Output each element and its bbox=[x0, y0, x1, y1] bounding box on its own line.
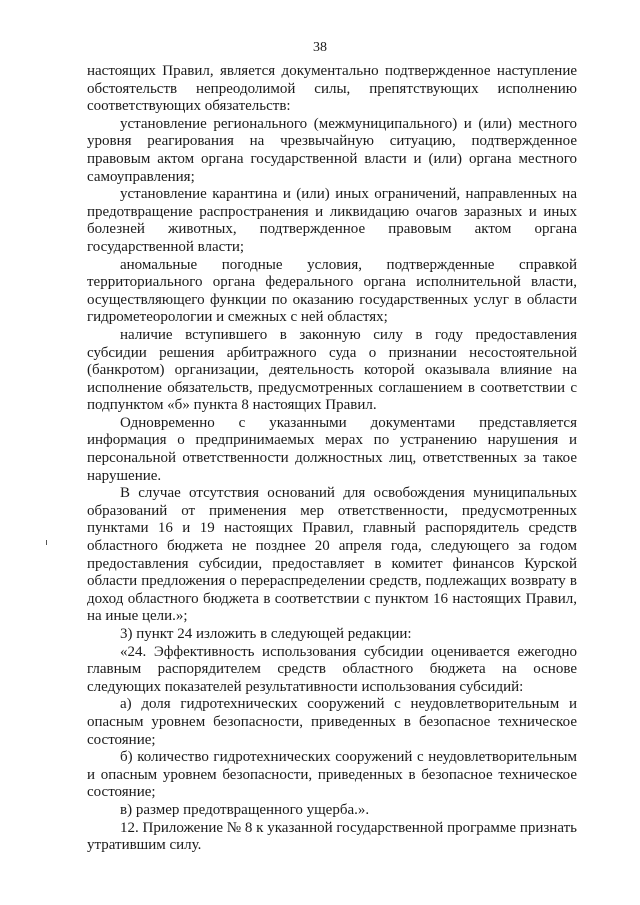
paragraph-point-24: «24. Эффективность использования субсидии оценивается ежегодно главным распорядителем средств областного бюджета на основе следующих показателей результативности использования субсидий: bbox=[87, 643, 577, 695]
paragraph-indicator-a: а) доля гидротехнических сооружений с неудовлетворительным и опасным уровнем безопасности, приведенных в безопасное техническое состояние; bbox=[87, 696, 577, 748]
page-number: 38 bbox=[313, 40, 327, 55]
paragraph-quarantine: установление карантина и (или) иных ограничений, направленных на предотвращение распространения и ликвидацию очагов заразных и иных болезней животных, подтвержденное правовым актом органа государственной власти; bbox=[87, 186, 577, 255]
paragraph-simultaneous-information: Одновременно с указанными документами представляется информация о предпринимаемых мерах по устранению нарушения и персональной ответственности должностных лиц, ответственных за такое нарушение. bbox=[87, 414, 577, 484]
paragraph-continuation: настоящих Правил, является документально подтвержденное наступление обстоятельств непреодолимой силы, препятствующих исполнению соответствующих обязательств: bbox=[87, 63, 577, 115]
document-body bbox=[87, 63, 577, 855]
paragraph-bankruptcy: наличие вступившего в законную силу в году предоставления субсидии решения арбитражного суда о признании несостоятельной (банкротом) организации, деятельность которой оказывала влияние на исполнение обязательств, предусмотренных соглашением в соответствии с подпунктом «б» пункта 8 настоящих Правил. bbox=[87, 326, 577, 414]
paragraph-no-grounds: В случае отсутствия оснований для освобождения муниципальных образований от применения мер ответственности, предусмотренных пунктами 16 и 19 настоящих Правил, главный распорядитель средств областного бюджета не позднее 20 апреля года, следующего за годом предоставления субсидии, предоставляет в комитет финансов Курской области предложения о перераспределении средств, подлежащих возврату в доход областного бюджета в соответствии с пунктом 16 настоящих Правил, на иные цели.»; bbox=[87, 485, 577, 625]
margin-mark bbox=[46, 540, 47, 545]
paragraph-item-3: 3) пункт 24 изложить в следующей редакции: bbox=[120, 626, 412, 642]
paragraph-emergency-situation: установление регионального (межмуниципального) и (или) местного уровня реагирования на чрезвычайную ситуацию, подтвержденное правовым актом органа государственной власти и (или) органа местного самоуправления; bbox=[87, 115, 577, 185]
paragraph-indicator-c: в) размер предотвращенного ущерба.». bbox=[120, 801, 370, 818]
paragraph-item-12: 12. Приложение № 8 к указанной государственной программе признать утратившим силу. bbox=[87, 819, 577, 854]
paragraph-indicator-b: б) количество гидротехнических сооружений с неудовлетворительным и опасным уровнем безопасности, приведенных в безопасное техническое состояние; bbox=[87, 749, 577, 801]
paragraph-weather-conditions: аномальные погодные условия, подтвержденные справкой территориального органа федерального органа исполнительной власти, осуществляющего функции по оказанию государственных услуг в области гидрометеорологии и смежных с ней областях; bbox=[87, 256, 577, 326]
